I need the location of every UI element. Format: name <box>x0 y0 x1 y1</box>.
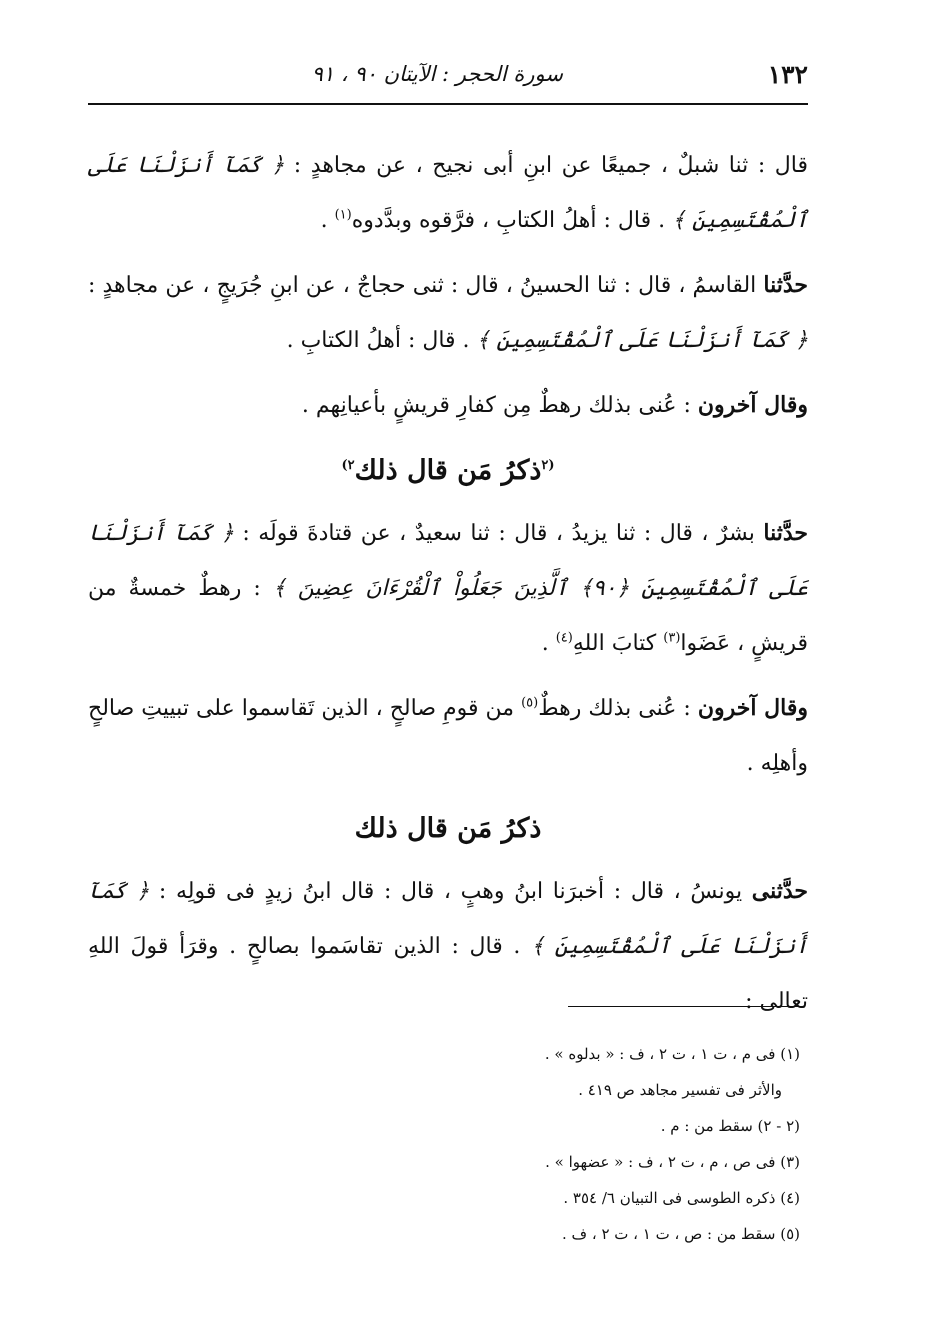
paragraph-6 <box>88 864 808 1029</box>
paragraph-3 <box>88 378 808 433</box>
footnote-ref-4: (٤) <box>555 630 573 646</box>
p6-text-b: . قال : الذين تقاسَموا بصالحٍ . وقرَأ قولَ اللهِ تعالى : <box>88 934 808 1014</box>
heading-2-text: ذكرُ مَن قال ذلك <box>354 813 542 844</box>
p1-text-b: . قال : أهلُ الكتابِ ، فرَّقوه وبدَّدوه <box>351 208 673 233</box>
section-heading-2 <box>88 801 808 856</box>
footnote-ref-2-open: (٢ <box>541 458 555 473</box>
p2-lead: حدَّثنا <box>763 272 808 298</box>
quran-quote: ﴿ كَمَآ أَنزَلْنَا عَلَى ٱلْمُقْتَسِمِينَ ﴾ <box>476 328 808 353</box>
footnote-ref-5: (٥) <box>521 695 539 711</box>
p5-text-b: من قومِ صالحٍ ، الذين تَقاسموا على تبييتِ صالحٍ وأهلِه . <box>88 696 808 776</box>
footnote-5: (٥) سقط من : ص ، ت ١ ، ت ٢ ، ف . <box>561 1225 800 1243</box>
quran-quote: ﴿ كَمَآ أَنزَلْنَا عَلَى ٱلْمُقْتَسِمِينَ ﴾ <box>88 879 809 959</box>
section-heading-1 <box>88 443 808 498</box>
p6-lead: حدَّثنى <box>751 878 809 904</box>
footnote-1: (١) فى م ، ت ١ ، ت ٢ ، ف : « بدلوه » . <box>544 1045 800 1063</box>
quran-quote: ﴿ كَمَآ أَنزَلْنَا عَلَى ٱلْمُقْتَسِمِينَ ﴾ <box>88 153 808 233</box>
p4-text-c: كتابَ اللهِ <box>572 631 664 656</box>
p5-text-a: : عُنى بذلك رهطٌ <box>538 696 698 721</box>
footnote-2: (٢ - ٢) سقط من : م . <box>660 1117 800 1135</box>
paragraph-2 <box>88 258 808 368</box>
running-title: سورة الحجر : الآيتان ٩٠ ، ٩١ <box>311 62 563 86</box>
p4-text-a: بشرٌ ، قال : ثنا يزيدُ ، قال : ثنا سعيدٌ ، عن قتادةَ قولَه : <box>233 521 764 546</box>
page-number: ١٣٢ <box>767 60 808 89</box>
main-text <box>88 138 808 1039</box>
footnote-ref-3: (٣) <box>663 630 681 646</box>
p5-lead: وقال آخرون <box>697 695 809 721</box>
p1-text-a: قال : ثنا شبلٌ ، جميعًا عن ابنِ أبى نجيح ، عن مجاهدٍ : <box>284 153 808 178</box>
p1-text-end: . <box>320 208 335 233</box>
p3-text-a: : عُنى بذلك رهطٌ مِن كفارِ قريشٍ بأعيانِهم . <box>301 393 698 418</box>
footnote-ref-1: (١) <box>334 207 352 223</box>
footnote-1-continuation: والأثر فى تفسير مجاهد ص ٤١٩ . <box>578 1081 782 1099</box>
p6-text-a: يونسُ ، قال : أخبرَنا ابنُ وهبٍ ، قال : قال ابنُ زيدٍ فى قولِه : <box>149 879 752 904</box>
heading-1-text: ذكرُ مَن قال ذلك <box>354 455 542 486</box>
paragraph-1 <box>88 138 808 248</box>
quran-quote: ﴿ كَمَآ أَنزَلْنَا عَلَى ٱلْمُقْتَسِمِينَ ﴿٩٠﴾ ٱلَّذِينَ جَعَلُواْ ٱلْقُرْءَانَ عِضِينَ ﴾ <box>88 521 808 601</box>
p2-text-b: . قال : أهلُ الكتابِ . <box>286 328 477 353</box>
p2-text-a: القاسمُ ، قال : ثنا الحسينُ ، قال : ثنى حجاجٌ ، عن ابنِ جُرَيجٍ ، عن مجاهدٍ : <box>88 273 764 298</box>
paragraph-5 <box>88 681 808 791</box>
p4-text-b: : رهطٌ خمسةٌ من قريشٍ ، عَضَوا <box>88 576 808 656</box>
footnotes <box>300 1036 800 1252</box>
paragraph-4 <box>88 506 808 671</box>
header-rule <box>88 103 808 105</box>
footnote-4: (٤) ذكره الطوسى فى التبيان ٦/ ٣٥٤ . <box>563 1189 800 1207</box>
footnote-rule <box>568 1006 798 1007</box>
p4-text-end: . <box>541 631 556 656</box>
page-header <box>88 52 808 100</box>
footnote-3: (٣) فى ص ، م ، ت ٢ ، ف : « عضهوا » . <box>545 1153 800 1171</box>
p4-lead: حدَّثنا <box>763 520 808 546</box>
footnote-ref-2-close: ٢) <box>341 458 355 473</box>
p3-lead: وقال آخرون <box>697 392 808 418</box>
